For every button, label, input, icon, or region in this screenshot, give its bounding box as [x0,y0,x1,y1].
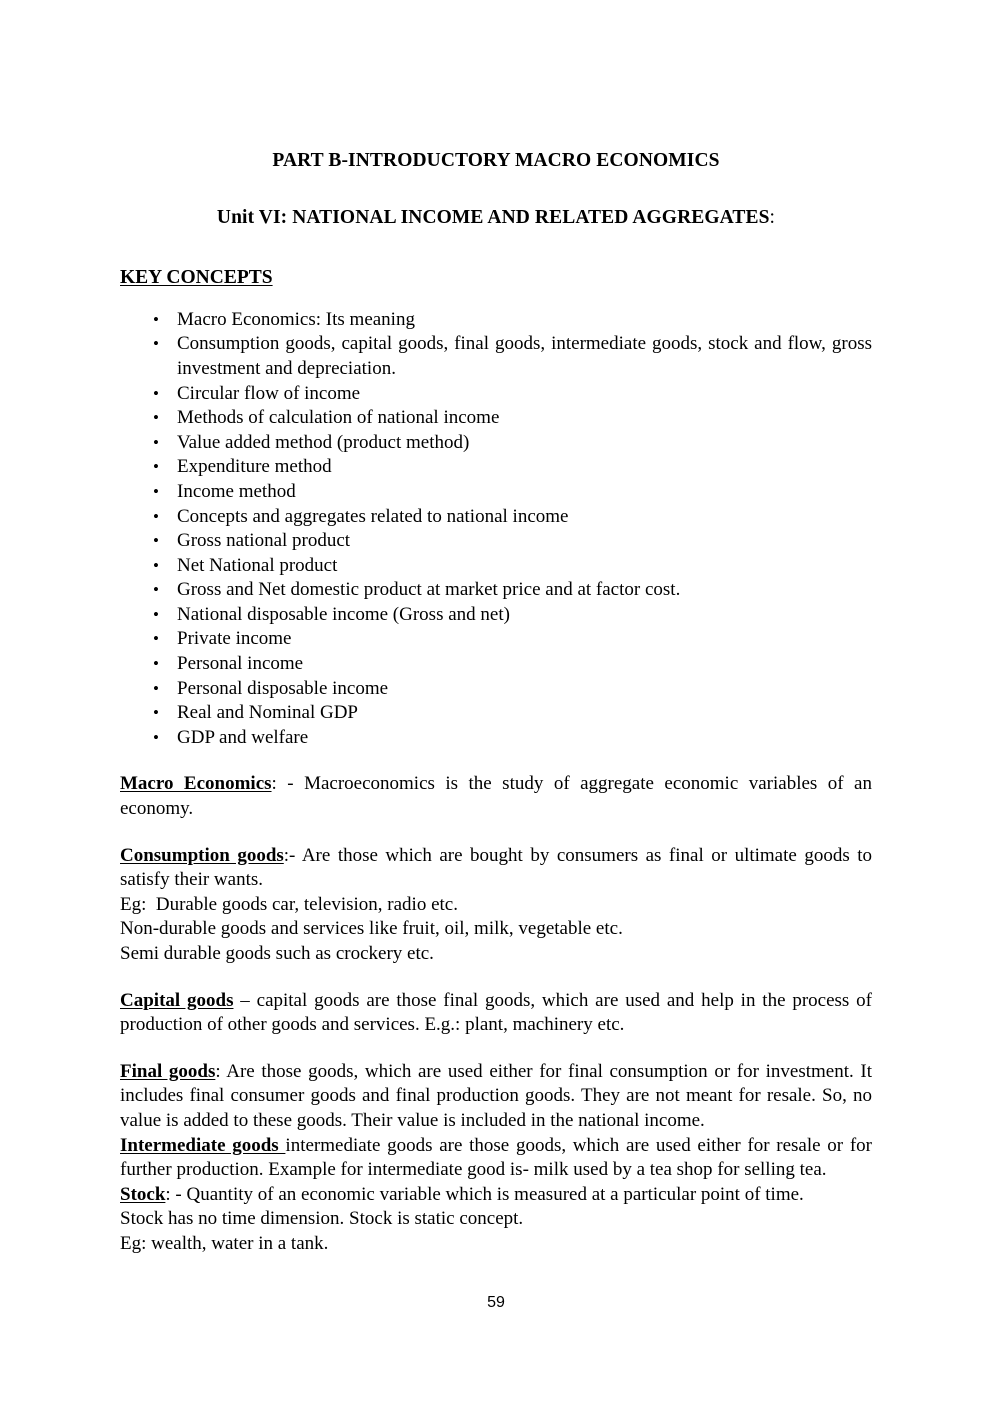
list-item: • Net National product [120,554,872,579]
page-number: 59 [487,1294,505,1311]
definition-term: Consumption goods [120,844,284,866]
document-body [120,146,872,1257]
definition-consumption-goods [120,822,872,893]
definition-term: Intermediate goods [120,1134,286,1156]
stock-extra-line-1: Stock has no time dimension. Stock is static concept. [120,1208,524,1230]
definition-term: Macro Economics [120,773,272,795]
list-item: • Macro Economics: Its meaning [120,308,872,333]
list-item: • Methods of calculation of national income [120,406,872,431]
list-item: • GDP and welfare [120,726,872,751]
list-item: • National disposable income (Gross and net) [120,603,872,628]
list-item: • Private income [120,627,872,652]
definition-macro-economics [120,750,872,821]
definition-body: : - Quantity of an economic variable which is measured at a particular point of time. [165,1183,804,1205]
list-item: • Consumption goods, capital goods, final goods, intermediate goods, stock and flow, gross investment and depreciation. [120,332,872,381]
list-item: • Income method [120,480,872,505]
definition-stock [120,1183,872,1208]
section-heading-key-concepts: KEY CONCEPTS [120,266,273,288]
unit-subtitle-text: Unit VI: NATIONAL INCOME AND RELATED AGGREGATES [216,207,770,229]
stock-extra-line-2: Eg: wealth, water in a tank. [120,1232,329,1254]
definition-intermediate-goods [120,1134,872,1183]
consumption-example-non-durable: Non-durable goods and services like fruit, oil, milk, vegetable etc. [120,918,623,940]
definition-final-goods [120,1038,872,1134]
list-item: • Personal disposable income [120,677,872,702]
key-concepts-list [120,292,872,751]
page-title: PART B-INTRODUCTORY MACRO ECONOMICS [272,150,720,171]
definition-body: :- Are those which are bought by consumers as final or ultimate goods to satisfy their wants. [120,844,872,891]
definition-body: : - Macroeconomics is the study of aggregate economic variables of an economy. [120,773,872,820]
definition-capital-goods [120,967,872,1038]
list-item: • Gross and Net domestic product at market price and at factor cost. [120,578,872,603]
list-item: • Value added method (product method) [120,431,872,456]
list-item: • Personal income [120,652,872,677]
list-item: • Expenditure method [120,455,872,480]
consumption-example-semi-durable: Semi durable goods such as crockery etc. [120,943,434,964]
definition-term: Capital goods [120,989,234,1011]
list-item: • Circular flow of income [120,382,872,407]
definition-term: Stock [120,1183,166,1205]
list-item: • Concepts and aggregates related to national income [120,505,872,530]
unit-subtitle [120,175,872,232]
list-item: • Real and Nominal GDP [120,701,872,726]
list-item: • Gross national product [120,529,872,554]
consumption-example-durable: Eg: Durable goods car, television, radio etc. [120,893,458,915]
definition-term: Final goods [120,1060,216,1082]
definition-body: : Are those goods, which are used either for final consumption or for investment. It includes final consumer goods and final production goods. They are not meant for resale. So, no value is added to these goods. Their value is included in the national income. [120,1060,872,1131]
definition-body: – capital goods are those final goods, which are used and help in the process of production of other goods and services. E.g.: plant, machinery etc. [120,989,872,1036]
definition-body: intermediate goods are those goods, which are used either for resale or for further production. Example for intermediate good is- milk used by a tea shop for selling tea. [120,1134,872,1181]
unit-subtitle-colon: : [769,207,776,229]
